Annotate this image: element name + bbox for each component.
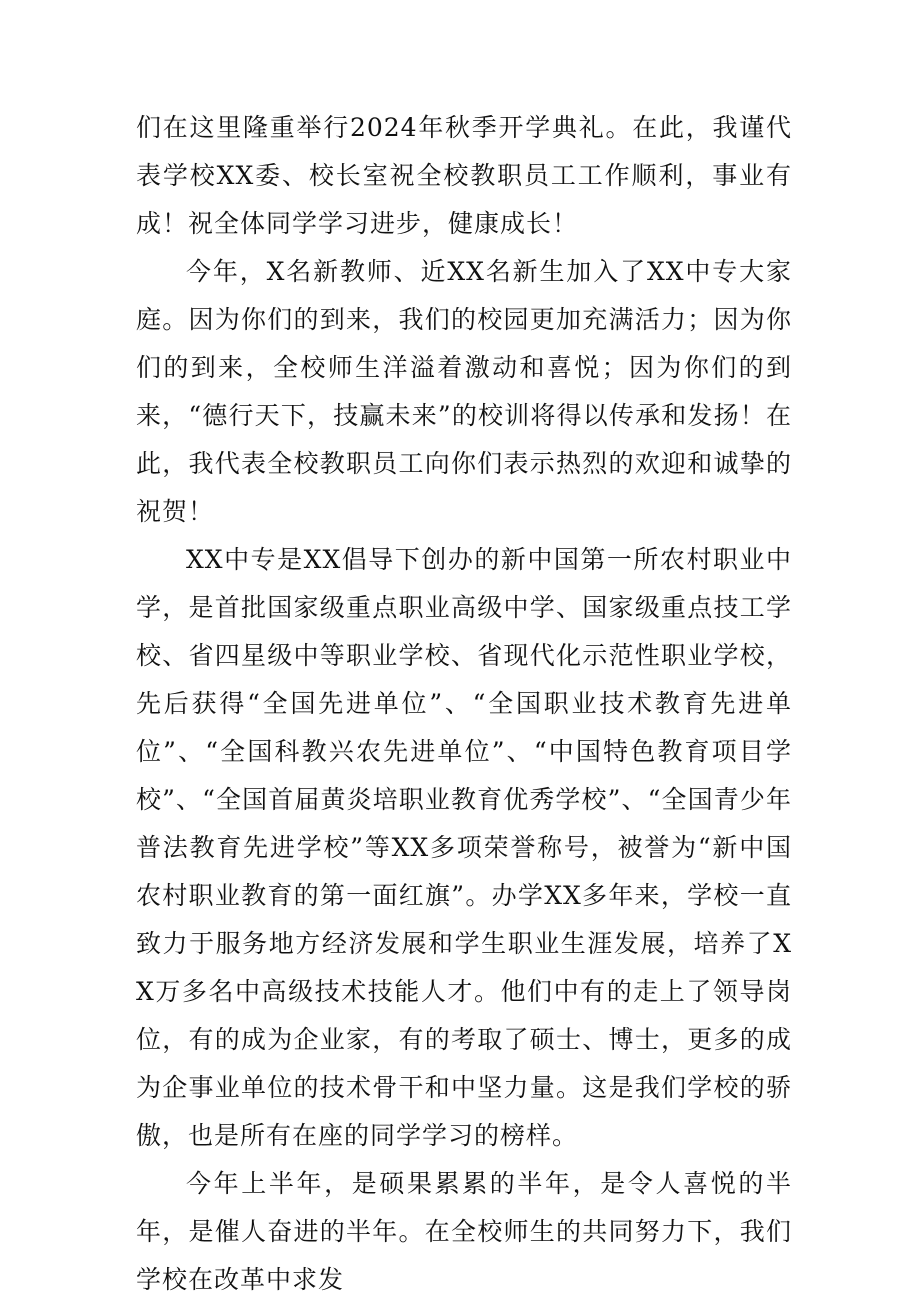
paragraph-3: XX中专是XX倡导下创办的新中国第一所农村职业中学，是首批国家级重点职业高级中学、国家级重点技工学校、省四星级中等职业学校、省现代化示范性职业学校，先后获得“全国先进单位”、“全国职业技术教育先进单位”、“全国科教兴农先进单位”、“中国特色教育项目学校”、“全国首届黄炎培职业教育优秀学校”、“全国青少年普法教育先进学校”等XX多项荣誉称号，被誉为“新中国农村职业教育的第一面红旗”。办学XX多年来，学校一直致力于服务地方经济发展和学生职业生涯发展，培养了XX万多名中高级技术技能人才。他们中有的走上了领导岗位，有的成为企业家，有的考取了硕士、博士，更多的成为企事业单位的技术骨干和中坚力量。这是我们学校的骄傲，也是所有在座的同学学习的榜样。 <box>136 545 792 1150</box>
paragraph-2: 今年，X名新教师、近XX名新生加入了XX中专大家庭。因为你们的到来，我们的校园更加充满活力；因为你们的到来，全校师生洋溢着激动和喜悦；因为你们的到来，“德行天下，技赢未来”的校训将得以传承和发扬！在此，我代表全校教职员工向你们表示热烈的欢迎和诚挚的祝贺！ <box>136 257 792 526</box>
paragraph-4: 今年上半年，是硕果累累的半年，是令人喜悦的半年，是催人奋进的半年。在全校师生的共同努力下，我们学校在改革中求发 <box>136 1169 792 1294</box>
document-body <box>136 104 792 1304</box>
paragraph-1: 们在这里隆重举行2024年秋季开学典礼。在此，我谨代表学校XX委、校长室祝全校教职员工工作顺利，事业有成！祝全体同学学习进步，健康成长！ <box>136 113 792 238</box>
